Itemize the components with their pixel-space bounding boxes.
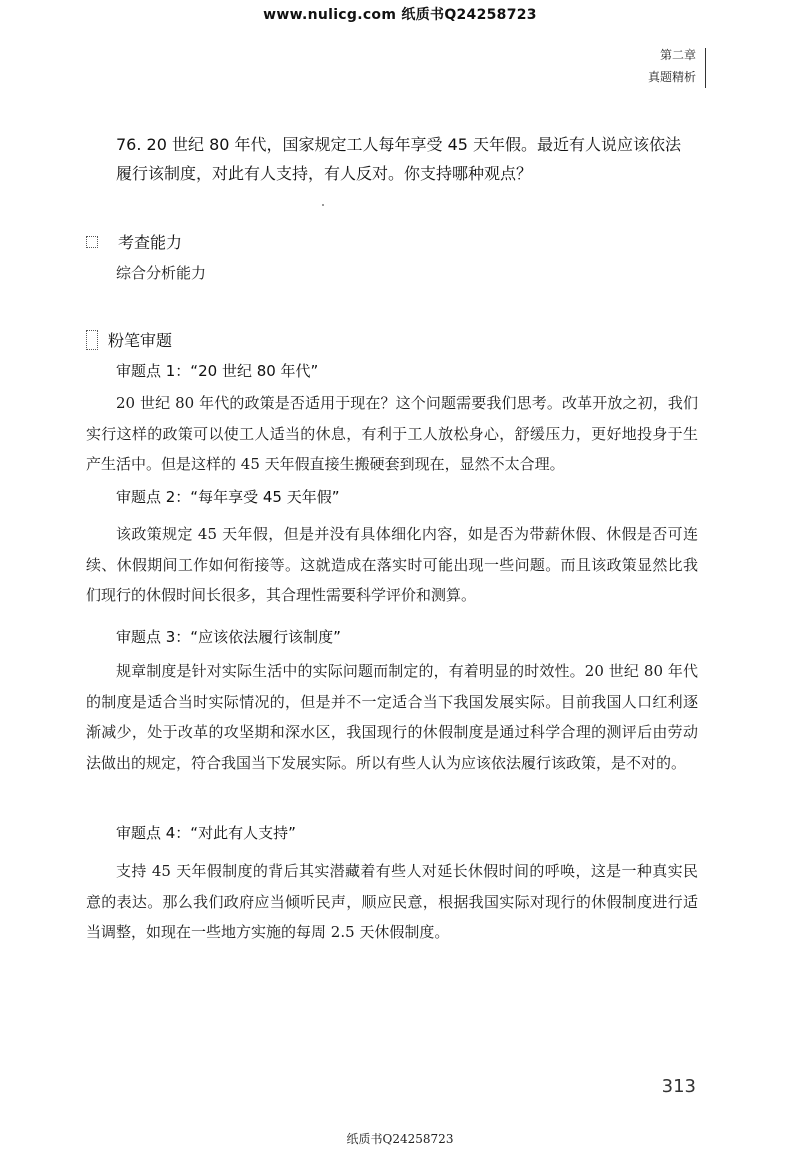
point-paragraph <box>86 519 698 611</box>
point-label: 审题点 3：“应该依法履行该制度” <box>116 628 341 646</box>
running-head <box>648 44 696 88</box>
point-paragraph <box>86 856 698 948</box>
analysis-heading <box>86 328 172 351</box>
section-marker-icon <box>86 330 98 350</box>
paragraph-2: 该政策规定 45 天年假，但是并没有具体细化内容，如是否为带薪休假、休假是否可连续、休假期间工作如何衔接等。这就造成在落实时可能出现一些问题。而且该政策显然比我们现行的休假时间长很多，其合理性需要科学评价和测算。 <box>86 525 698 604</box>
page-number: 313 <box>661 1076 696 1097</box>
running-head-rule <box>705 48 707 88</box>
point-label: 审题点 4：“对此有人支持” <box>116 824 296 842</box>
question-text: 76. 20 世纪 80 年代，国家规定工人每年享受 45 天年假。最近有人说应该依法履行该制度，对此有人支持，有人反对。你支持哪种观点？ <box>116 135 682 183</box>
paragraph-1: 20 世纪 80 年代的政策是否适用于现在？这个问题需要我们思考。改革开放之初，我们实行这样的政策可以使工人适当的休息，有利于工人放松身心，舒缓压力，更好地投身于生产生活中。但是这样的 45 天年假直接生搬硬套到现在，显然不太合理。 <box>86 394 698 473</box>
point-paragraph <box>86 388 698 480</box>
paragraph-4: 支持 45 天年假制度的背后其实潜藏着有些人对延长休假时间的呼唤，这是一种真实民意的表达。那么我们政府应当倾听民声，顺应民意，根据我国实际对现行的休假制度进行适当调整，如现在一些地方实施的每周 2.5 天休假制度。 <box>86 862 698 941</box>
analysis-heading-label: 粉笔审题 <box>108 331 173 350</box>
top-watermark: www.nulicg.com 纸质书Q24258723 <box>263 7 537 23</box>
ability-text: 综合分析能力 <box>116 264 207 282</box>
paragraph-3: 规章制度是针对实际生活中的实际问题而制定的，有着明显的时效性。20 世纪 80 年代的制度是适合当时实际情况的，但是并不一定适合当下我国发展实际。目前我国人口红利逐渐减少，处于改革的攻坚期和深水区，我国现行的休假制度是通过科学合理的测评后由劳动法做出的规定，符合我国当下发展实际。所以有些人认为应该依法履行该政策，是不对的。 <box>86 662 698 772</box>
point-label: 审题点 2：“每年享受 45 天年假” <box>116 488 340 506</box>
point-paragraph <box>86 656 698 778</box>
chapter-title: 第二章 <box>659 48 696 62</box>
bottom-watermark: 纸质书Q24258723 <box>346 1132 454 1146</box>
scan-speck <box>322 204 324 206</box>
ability-heading <box>86 230 182 253</box>
ability-heading-label: 考查能力 <box>118 233 183 252</box>
point-label: 审题点 1：“20 世纪 80 年代” <box>116 362 319 380</box>
section-title: 真题精析 <box>647 70 696 84</box>
section-marker-icon <box>86 236 98 248</box>
